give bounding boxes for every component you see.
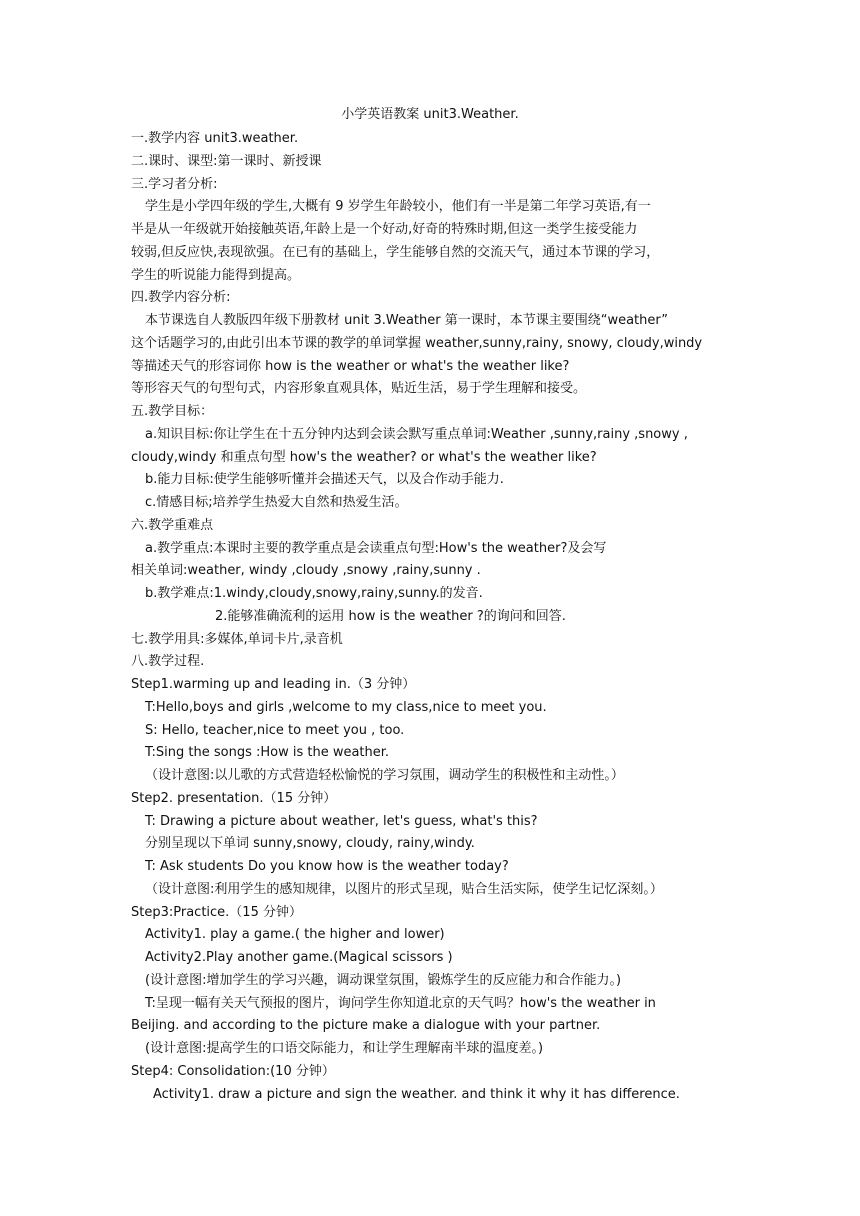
document-line: 学生是小学四年级的学生,大概有 9 岁学生年龄较小，他们有一半是第二年学习英语,有一: [145, 199, 651, 215]
document-body: [131, 128, 731, 1106]
document-line: Step3:Practice.（15 分钟）: [131, 904, 302, 920]
document-line: c.情感目标;培养学生热爱大自然和热爱生活。: [145, 495, 408, 510]
document-line: 七.教学用具:多媒体,单词卡片,录音机: [131, 631, 343, 647]
document-line: T:Hello,boys and girls ,welcome to my class,nice to meet you.: [145, 699, 547, 715]
document-line: Activity1. draw a picture and sign the weather. and think it why it has difference.: [153, 1086, 680, 1102]
document-line: Step4: Consolidation:(10 分钟）: [131, 1063, 335, 1079]
document-line: cloudy,windy 和重点句型 how's the weather? or what's the weather like?: [131, 449, 597, 465]
document-line: 四.教学内容分析:: [131, 290, 231, 306]
document-line: 五.教学目标：: [131, 404, 214, 419]
document-line: 相关单词:weather, windy ,cloudy ,snowy ,rainy,sunny .: [131, 563, 481, 579]
document-line: 分别呈现以下单词 sunny,snowy, cloudy, rainy,windy.: [145, 836, 475, 852]
document-line: T: Drawing a picture about weather, let's guess, what's this?: [145, 813, 538, 829]
document-line: b.能力目标:使学生能够听懂并会描述天气，以及合作动手能力.: [145, 472, 504, 488]
document-line: Step1.warming up and leading in.（3 分钟）: [131, 677, 416, 692]
document-line: Activity1. play a game.( the higher and lower): [145, 927, 445, 943]
document-line: Step2. presentation.（15 分钟）: [131, 790, 337, 806]
document-line: 三.学习者分析:: [131, 176, 218, 192]
document-line: Beijing. and according to the picture make a dialogue with your partner.: [131, 1018, 601, 1034]
document-line: 2.能够准确流利的运用 how is the weather ?的询问和回答.: [215, 608, 566, 624]
document-line: Activity2.Play another game.(Magical scissors ): [145, 950, 453, 965]
document-line: T:呈现一幅有关天气预报的图片，询问学生你知道北京的天气吗？how's the weather in: [145, 995, 656, 1011]
document-line: （设计意图:以儿歌的方式营造轻松愉悦的学习氛围，调动学生的积极性和主动性。）: [145, 768, 624, 783]
document-line: 一.教学内容 unit3.weather.: [131, 131, 299, 146]
document-line: (设计意图:增加学生的学习兴趣，调动课堂氛围，锻炼学生的反应能力和合作能力。): [145, 972, 622, 988]
document-line: 半是从一年级就开始接触英语,年龄上是一个好动,好奇的特殊时期,但这一类学生接受能力: [131, 222, 638, 237]
document-line: 等形容天气的句型句式，内容形象直观具体，贴近生活，易于学生理解和接受。: [131, 381, 587, 397]
document-line: b.教学难点:1.windy,cloudy,snowy,rainy,sunny.的发音.: [145, 586, 483, 601]
document-line: 较弱,但反应快,表现欲强。在已有的基础上，学生能够自然的交流天气，通过本节课的学习，: [131, 244, 660, 260]
document-line: 这个话题学习的,由此引出本节课的教学的单词掌握 weather,sunny,rainy, snowy, cloudy,windy: [131, 335, 703, 351]
document-line: (设计意图:提高学生的口语交际能力，和让学生理解南半球的温度差。): [145, 1041, 544, 1056]
document-line: a.教学重点:本课时主要的教学重点是会读重点句型:How's the weather?及会写: [145, 540, 607, 556]
document-title: 小学英语教案 unit3.Weather.: [341, 107, 519, 122]
document-line: a.知识目标:你让学生在十五分钟内达到会读会默写重点单词:Weather ,sunny,rainy ,snowy ,: [145, 426, 688, 442]
document-line: 八.教学过程.: [131, 654, 205, 670]
document-line: 二.课时、课型:第一课时、新授课: [131, 153, 322, 169]
document-line: （设计意图:利用学生的感知规律，以图片的形式呈现，贴合生活实际，使学生记忆深刻。）: [145, 881, 663, 897]
document-line: S: Hello, teacher,nice to meet you , too.: [145, 722, 405, 738]
document-line: T: Ask students Do you know how is the weather today?: [145, 859, 509, 874]
document-line: 本节课选自人教版四年级下册教材 unit 3.Weather 第一课时，本节课主要围绕“weather”: [145, 313, 669, 328]
document-line: 六.教学重难点: [131, 517, 214, 533]
document-line: 等描述天气的形容词你 how is the weather or what's the weather like?: [131, 358, 570, 374]
document-line: 学生的听说能力能得到提高。: [131, 267, 301, 283]
document-line: T:Sing the songs :How is the weather.: [145, 745, 390, 761]
